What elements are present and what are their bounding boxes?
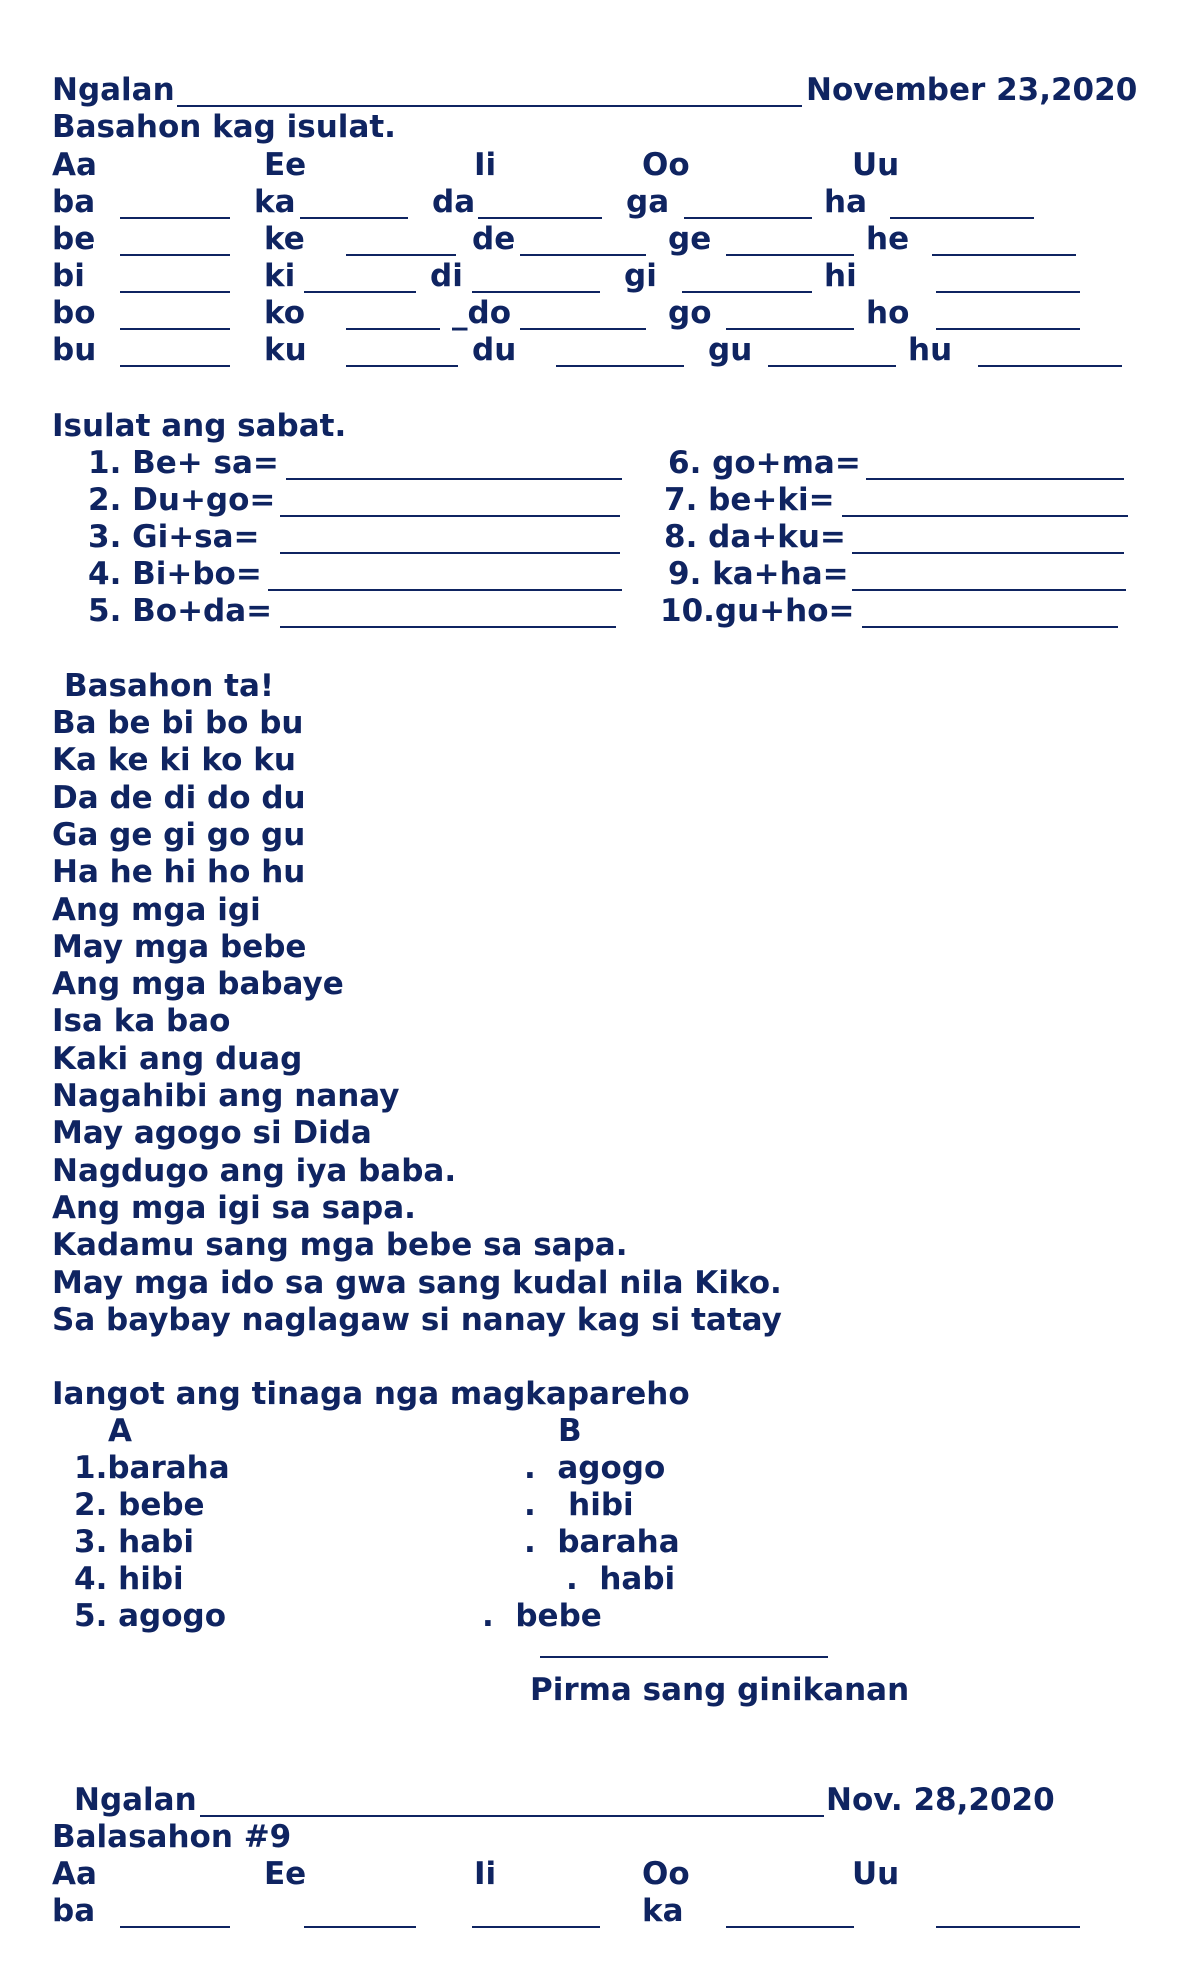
syllable-blank[interactable] bbox=[300, 217, 408, 219]
syllable: ka bbox=[254, 184, 296, 220]
column-b-header: B bbox=[558, 1413, 582, 1449]
reading-line: May mga ido sa gwa sang kudal nila Kiko. bbox=[52, 1264, 782, 1301]
name-label: Ngalan bbox=[52, 72, 175, 108]
reading-line: May agogo si Dida bbox=[52, 1115, 372, 1152]
reading-line: Kadamu sang mga bebe sa sapa. bbox=[52, 1227, 628, 1264]
syllable-blank[interactable] bbox=[120, 328, 230, 330]
syllable: ha bbox=[824, 184, 867, 220]
answer-blank[interactable] bbox=[280, 626, 616, 628]
syllable-blank[interactable] bbox=[120, 1926, 230, 1928]
vowel-header-u: Uu bbox=[852, 147, 900, 183]
syllable: he bbox=[866, 221, 910, 257]
syllable-blank[interactable] bbox=[120, 217, 230, 219]
syllable-blank[interactable] bbox=[932, 254, 1076, 256]
syllable: hi bbox=[824, 258, 857, 294]
reading-line: Ba be bi bo bu bbox=[52, 705, 304, 741]
vowel-header-a: Aa bbox=[52, 1856, 97, 1892]
syllable-blank[interactable] bbox=[890, 217, 1034, 219]
syllable: ke bbox=[264, 221, 305, 257]
reading-line: Isa ka bao bbox=[52, 1003, 231, 1040]
reading-line: Da de di do du bbox=[52, 779, 306, 816]
syllable-blank[interactable] bbox=[936, 328, 1080, 330]
syllable-blank[interactable] bbox=[472, 1926, 600, 1928]
reading-line: Kaki ang duag bbox=[52, 1040, 303, 1077]
sum-item: 4. Bi+bo= bbox=[88, 556, 262, 592]
sum-item: 1. Be+ sa= bbox=[88, 445, 279, 481]
syllable-blank[interactable] bbox=[478, 217, 602, 219]
sum-item: 2. Du+go= bbox=[88, 482, 276, 518]
syllable: _do bbox=[452, 295, 511, 331]
answer-blank[interactable] bbox=[842, 515, 1128, 517]
sum-item: 6. go+ma= bbox=[668, 445, 861, 481]
syllable: du bbox=[472, 332, 517, 368]
reading-line: Nagdugo ang iya baba. bbox=[52, 1152, 457, 1189]
reading-line: May mga bebe bbox=[52, 928, 307, 965]
date-2: Nov. 28,2020 bbox=[826, 1782, 1055, 1818]
answer-blank[interactable] bbox=[852, 589, 1126, 591]
match-item-b: . agogo bbox=[524, 1450, 666, 1486]
date: November 23,2020 bbox=[806, 72, 1138, 108]
sum-item: 7. be+ki= bbox=[664, 482, 835, 518]
reading-line: Nagahibi ang nanay bbox=[52, 1078, 400, 1114]
syllable-blank[interactable] bbox=[768, 365, 896, 367]
syllable: go bbox=[668, 295, 712, 331]
sum-item: 5. Bo+da= bbox=[88, 593, 273, 629]
syllable: de bbox=[472, 221, 516, 257]
name-label-2: Ngalan bbox=[74, 1782, 197, 1818]
matching-instruction: Iangot ang tinaga nga magkapareho bbox=[52, 1376, 690, 1412]
syllable-blank[interactable] bbox=[556, 365, 684, 367]
syllable: gi bbox=[624, 258, 657, 294]
syllable-blank[interactable] bbox=[120, 254, 230, 256]
sum-item: 9. ka+ha= bbox=[668, 556, 849, 592]
match-item-b: . bebe bbox=[482, 1598, 602, 1634]
worksheet-title: Balasahon #9 bbox=[52, 1819, 292, 1855]
syllable-blank[interactable] bbox=[726, 328, 854, 330]
sum-item: 8. da+ku= bbox=[664, 519, 846, 555]
reading-line: Ang mga igi bbox=[52, 891, 261, 928]
reading-line: Sa baybay naglagaw si nanay kag si tatay bbox=[52, 1301, 782, 1338]
reading-line: Ang mga babaye bbox=[52, 966, 344, 1003]
vowel-header-e: Ee bbox=[264, 147, 307, 183]
match-item-a: 1.baraha bbox=[74, 1450, 230, 1486]
syllable-blank[interactable] bbox=[726, 254, 854, 256]
match-item-b: . habi bbox=[566, 1561, 676, 1597]
match-item-a: 5. agogo bbox=[74, 1598, 227, 1634]
syllable: ka bbox=[642, 1893, 684, 1929]
answer-blank[interactable] bbox=[268, 589, 622, 591]
instruction-write-answer: Isulat ang sabat. bbox=[52, 408, 347, 444]
reading-line: Ka ke ki ko ku bbox=[52, 742, 296, 779]
answer-blank[interactable] bbox=[286, 478, 622, 480]
reading-line: Ha he hi ho hu bbox=[52, 854, 306, 891]
syllable: ku bbox=[264, 332, 307, 368]
match-item-b: . hibi bbox=[524, 1487, 634, 1523]
syllable-blank[interactable] bbox=[978, 365, 1122, 367]
syllable: gu bbox=[708, 332, 753, 368]
syllable: bu bbox=[52, 332, 97, 368]
signature-line[interactable] bbox=[540, 1656, 828, 1658]
syllable: ba bbox=[52, 184, 96, 220]
syllable-blank[interactable] bbox=[304, 1926, 416, 1928]
vowel-header-i: Ii bbox=[474, 1856, 497, 1892]
match-item-a: 2. bebe bbox=[74, 1487, 205, 1523]
syllable: be bbox=[52, 221, 96, 257]
answer-blank[interactable] bbox=[862, 626, 1118, 628]
vowel-header-e: Ee bbox=[264, 1856, 307, 1892]
sum-item: 3. Gi+sa= bbox=[88, 519, 260, 555]
syllable-blank[interactable] bbox=[120, 365, 230, 367]
syllable-blank[interactable] bbox=[120, 291, 230, 293]
match-item-a: 4. hibi bbox=[74, 1561, 184, 1597]
reading-line: Ga ge gi go gu bbox=[52, 816, 306, 853]
syllable: ge bbox=[668, 221, 712, 257]
name-blank[interactable] bbox=[177, 105, 802, 107]
reading-line: Ang mga igi sa sapa. bbox=[52, 1189, 416, 1226]
answer-blank[interactable] bbox=[280, 515, 620, 517]
syllable-blank[interactable] bbox=[520, 328, 646, 330]
syllable-blank[interactable] bbox=[346, 365, 458, 367]
column-a-header: A bbox=[108, 1413, 132, 1449]
syllable-blank[interactable] bbox=[304, 291, 416, 293]
sum-item: 10.gu+ho= bbox=[660, 593, 855, 629]
syllable: di bbox=[430, 258, 463, 294]
syllable: ho bbox=[866, 295, 910, 331]
instruction-read-write: Basahon kag isulat. bbox=[52, 109, 396, 145]
syllable: ga bbox=[626, 184, 670, 220]
syllable: hu bbox=[908, 332, 953, 368]
signature-label: Pirma sang ginikanan bbox=[530, 1672, 910, 1708]
vowel-header-a: Aa bbox=[52, 147, 97, 183]
match-item-b: . baraha bbox=[524, 1524, 680, 1560]
vowel-header-i: Ii bbox=[474, 147, 497, 183]
vowel-header-o: Oo bbox=[642, 147, 690, 183]
syllable-blank[interactable] bbox=[346, 328, 440, 330]
syllable-blank[interactable] bbox=[684, 217, 812, 219]
syllable: da bbox=[432, 184, 476, 220]
syllable-blank[interactable] bbox=[936, 1926, 1080, 1928]
syllable: bi bbox=[52, 258, 85, 294]
syllable-blank[interactable] bbox=[520, 254, 646, 256]
syllable: ba bbox=[52, 1893, 96, 1929]
syllable-blank[interactable] bbox=[682, 291, 812, 293]
syllable-blank[interactable] bbox=[472, 291, 600, 293]
answer-blank[interactable] bbox=[280, 552, 620, 554]
syllable: ko bbox=[264, 295, 306, 331]
syllable-blank[interactable] bbox=[346, 254, 456, 256]
match-item-a: 3. habi bbox=[74, 1524, 194, 1560]
syllable: bo bbox=[52, 295, 96, 331]
syllable-blank[interactable] bbox=[936, 291, 1080, 293]
reading-title: Basahon ta! bbox=[64, 668, 275, 704]
vowel-header-o: Oo bbox=[642, 1856, 690, 1892]
answer-blank[interactable] bbox=[866, 478, 1124, 480]
vowel-header-u: Uu bbox=[852, 1856, 900, 1892]
name-blank-2[interactable] bbox=[200, 1815, 824, 1817]
syllable: ki bbox=[264, 258, 296, 294]
syllable-blank[interactable] bbox=[726, 1926, 854, 1928]
answer-blank[interactable] bbox=[852, 552, 1124, 554]
